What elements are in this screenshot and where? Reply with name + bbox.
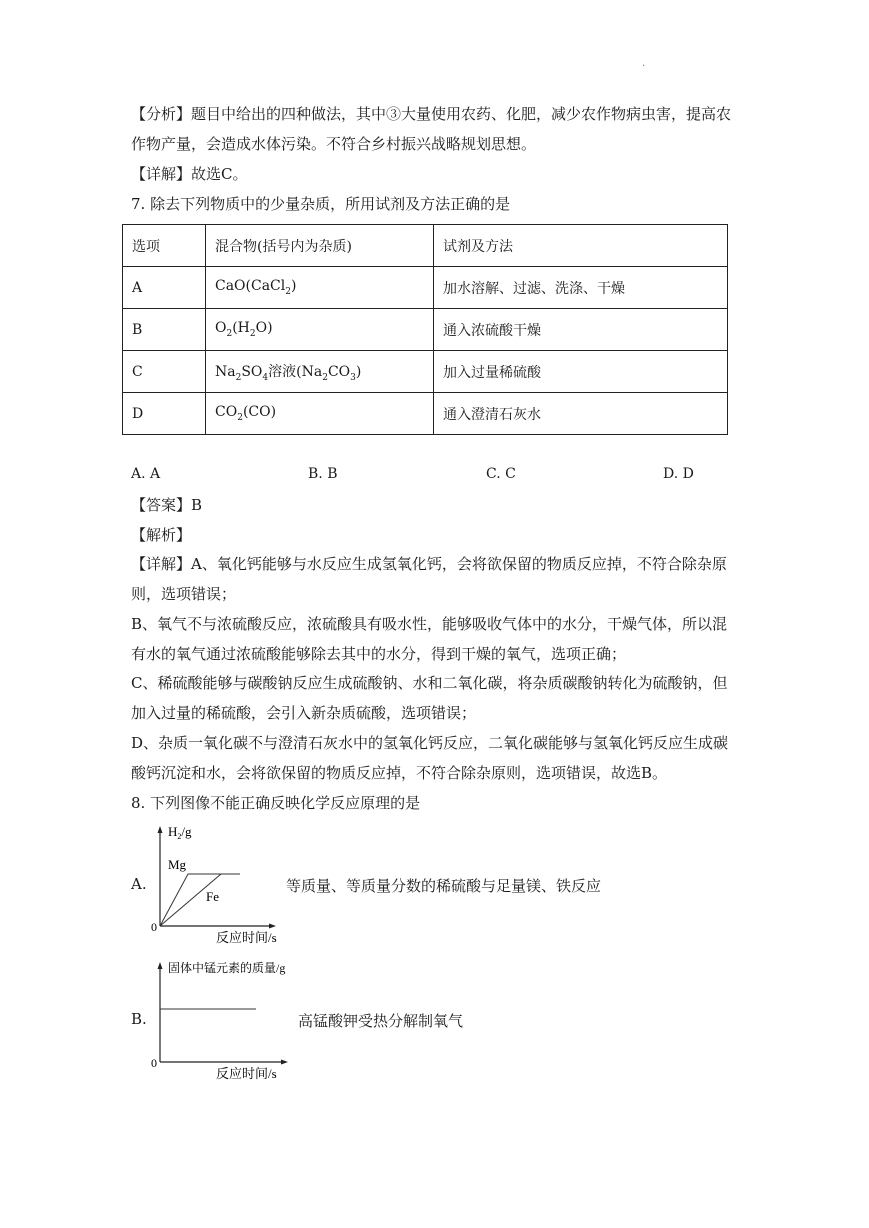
x-axis-label: 反应时间/s bbox=[216, 930, 277, 945]
q7-stem: 7. 除去下列物质中的少量杂质，所用试剂及方法正确的是 bbox=[131, 195, 511, 213]
header-option: 选项 bbox=[123, 225, 206, 267]
row-method: 通入澄清石灰水 bbox=[434, 393, 728, 435]
row-option: A bbox=[123, 267, 206, 309]
q7-detail-line: D、杂质一氧化碳不与澄清石灰水中的氢氧化钙反应，二氧化碳能够与氢氧化钙反应生成碳 bbox=[131, 734, 729, 752]
header-mark: . bbox=[642, 58, 646, 69]
origin-label: 0 bbox=[151, 920, 157, 934]
q8-option-a-graph bbox=[148, 822, 278, 946]
x-axis-arrow bbox=[269, 924, 276, 929]
q7-detail-line: 则，选项错误； bbox=[131, 585, 237, 603]
y-axis-arrow bbox=[158, 962, 163, 969]
y-axis-arrow bbox=[158, 826, 163, 833]
q8-option-b-graph bbox=[148, 958, 318, 1082]
row-mixture: $CO_2(CO)$ bbox=[206, 393, 434, 435]
y-axis-label: $H_2/g$ bbox=[168, 824, 192, 841]
x-axis-label: 反应时间/s bbox=[216, 1066, 277, 1081]
q7-detail-line: B、氧气不与浓硫酸反应，浓硫酸具有吸水性，能够吸收气体中的水分，干燥气体，所以混 bbox=[131, 615, 728, 633]
origin-label: 0 bbox=[151, 1056, 157, 1070]
choice-c: C. C bbox=[486, 466, 516, 482]
q8-option-a-label: A. bbox=[131, 875, 147, 893]
series-mg-label: Mg bbox=[168, 857, 187, 872]
header-mixture: 混合物(括号内为杂质) bbox=[206, 225, 434, 267]
row-method: 加入过量稀硫酸 bbox=[434, 351, 728, 393]
y-axis-label: 固体中锰元素的质量/g bbox=[168, 961, 286, 975]
row-method: 加水溶解、过滤、洗涤、干燥 bbox=[434, 267, 728, 309]
table-row bbox=[123, 393, 728, 435]
q8-option-b-label: B. bbox=[131, 1010, 147, 1028]
row-mixture: CaO(CaCl$_2$) bbox=[206, 267, 434, 309]
series-fe-label: Fe bbox=[206, 889, 219, 904]
table-header-row bbox=[123, 225, 728, 267]
analysis-line-1 bbox=[131, 104, 731, 124]
q7-options-table bbox=[122, 224, 728, 435]
analysis-label: 【分析】 bbox=[131, 105, 192, 123]
q7-detail-line: 【详解】A、氧化钙能够与水反应生成氢氧化钙，会将欲保留的物质反应掉，不符合除杂原 bbox=[131, 555, 727, 573]
choice-d: D. D bbox=[663, 466, 694, 482]
q7-answer: 【答案】B bbox=[131, 496, 203, 514]
header-method: 试剂及方法 bbox=[434, 225, 728, 267]
row-mixture: $O_2(H_2O)$ bbox=[206, 309, 434, 351]
q7-detail-line: C、稀硫酸能够与碳酸钠反应生成硫酸钠、水和二氧化碳，将杂质碳酸钠转化为硫酸钠，但 bbox=[131, 674, 728, 692]
analysis-line-2: 作物产量，会造成水体污染。不符合乡村振兴战略规划思想。 bbox=[131, 135, 537, 153]
table-row bbox=[123, 309, 728, 351]
x-axis-arrow bbox=[281, 1060, 288, 1065]
analysis-text-1: 题目中给出的四种做法，其中③大量使用农药、化肥，减少农作物病虫害，提高农 bbox=[191, 105, 732, 123]
row-method: 通入浓硫酸干燥 bbox=[434, 309, 728, 351]
choice-a: A. A bbox=[131, 466, 161, 482]
q7-explain-label: 【解析】 bbox=[131, 526, 192, 544]
row-option: C bbox=[123, 351, 206, 393]
q8-option-b-caption: 高锰酸钾受热分解制氧气 bbox=[298, 1012, 464, 1030]
series-mg-line bbox=[160, 874, 240, 926]
table-row bbox=[123, 351, 728, 393]
table-row bbox=[123, 267, 728, 309]
q8-stem: 8. 下列图像不能正确反映化学反应原理的是 bbox=[131, 794, 421, 812]
row-option: D bbox=[123, 393, 206, 435]
q6-detail: 【详解】故选C。 bbox=[131, 165, 248, 183]
row-option: B bbox=[123, 309, 206, 351]
q7-detail-line: 加入过量的稀硫酸，会引入新杂质硫酸，选项错误； bbox=[131, 704, 477, 722]
choice-b: B. B bbox=[308, 466, 338, 482]
q8-option-a-caption: 等质量、等质量分数的稀硫酸与足量镁、铁反应 bbox=[286, 877, 602, 895]
q7-detail-line: 酸钙沉淀和水，会将欲保留的物质反应掉，不符合除杂原则，选项错误，故选B。 bbox=[131, 764, 668, 782]
q7-detail-line: 有水的氧气通过浓硫酸能够除去其中的水分，得到干燥的氧气，选项正确； bbox=[131, 645, 627, 663]
row-mixture: $Na_2SO_4$溶液$(Na_2CO_3)$ bbox=[206, 351, 434, 393]
